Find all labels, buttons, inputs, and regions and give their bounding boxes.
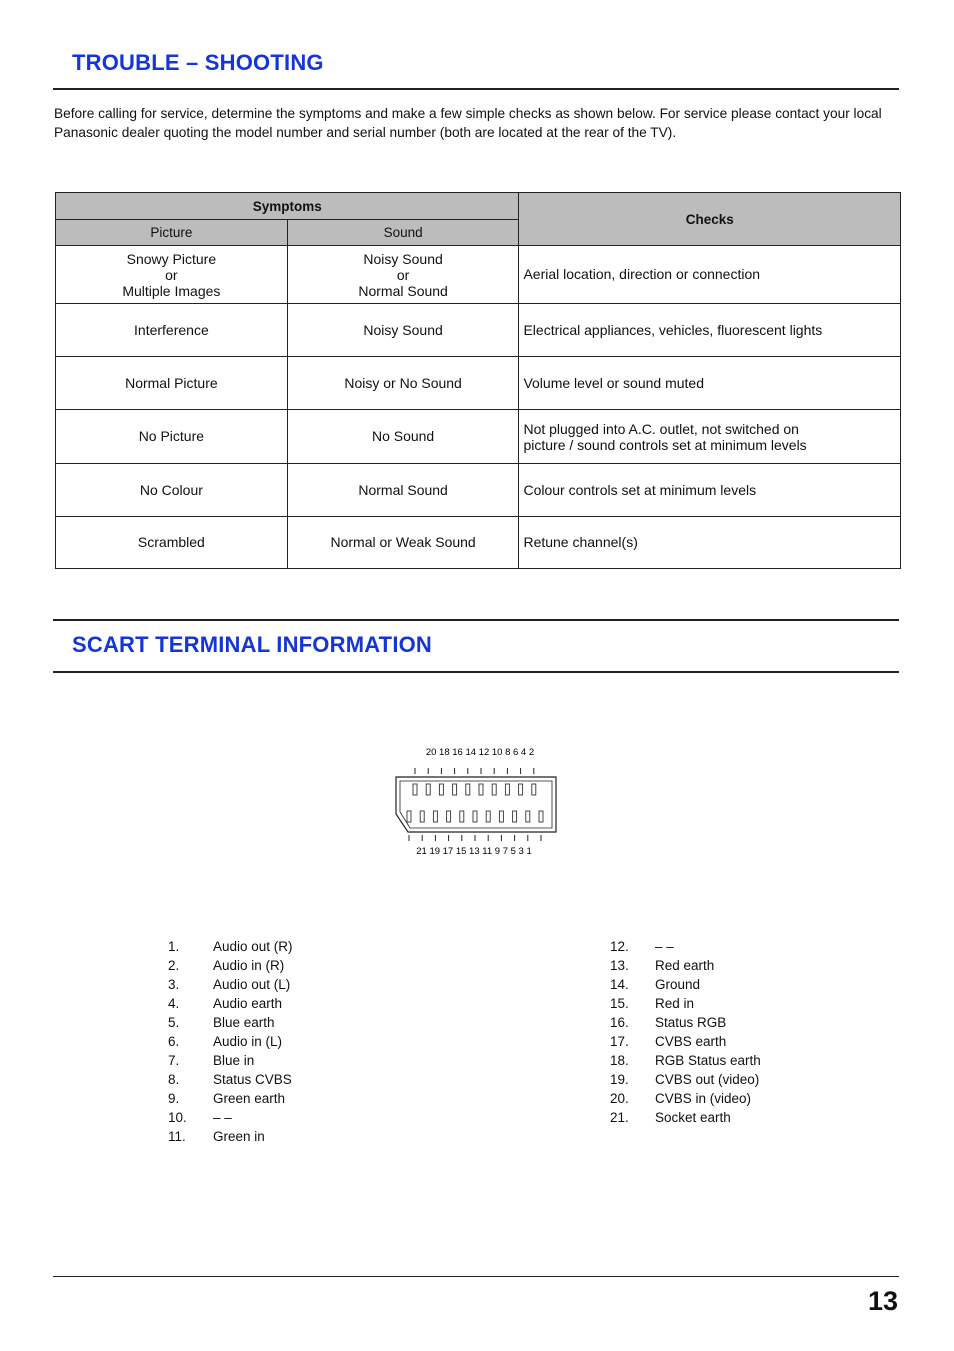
- checks-cell-line: Retune channel(s): [523, 534, 638, 550]
- list-item: [168, 1089, 293, 1108]
- picture-cell-line: No Picture: [138, 428, 205, 444]
- list-item: [610, 994, 761, 1013]
- scart-connector-diagram: [394, 740, 564, 860]
- pin-number: 4.: [168, 996, 180, 1011]
- pin-label: CVBS out (video): [655, 1072, 760, 1087]
- pin-number: 19.: [610, 1072, 629, 1087]
- list-item: [168, 1032, 293, 1051]
- pin-number: 7.: [168, 1053, 180, 1068]
- list-item: [610, 1013, 761, 1032]
- pin-number: 9.: [168, 1091, 180, 1106]
- table-row: [56, 464, 901, 517]
- picture-cell-line: Scrambled: [137, 534, 205, 550]
- top-pin-labels: 20 18 16 14 12 10 8 6 4 2: [425, 747, 535, 758]
- scart-title: SCART TERMINAL INFORMATION: [72, 632, 433, 657]
- picture-cell-line: Interference: [134, 321, 209, 338]
- pin-label: Socket earth: [655, 1110, 731, 1125]
- pin-label: Blue in: [213, 1053, 255, 1068]
- checks-cell: [519, 304, 901, 357]
- pin-label: Ground: [655, 977, 701, 992]
- pin-label: Status RGB: [655, 1015, 727, 1030]
- picture-cell-line: No Colour: [139, 481, 203, 498]
- sound-cell-line: Noisy Sound: [363, 250, 443, 267]
- pin-list-right: [610, 937, 761, 1127]
- picture-cell: [56, 246, 288, 304]
- header-checks: Checks: [519, 193, 901, 246]
- pin-label: Red earth: [655, 958, 715, 973]
- sound-cell: [287, 304, 519, 357]
- sound-cell: [287, 464, 519, 517]
- bottom-pin-labels: 21 19 17 15 13 11 9 7 5 3 1: [416, 846, 532, 857]
- section-rule-top: [53, 619, 899, 621]
- checks-cell-line: Not plugged into A.C. outlet, not switched on: [523, 420, 799, 437]
- intro-text: Before calling for service, determine the symptoms and make a few simple checks as shown below. For service please contact your local Panasonic dealer quoting the model number and serial number (both are located at the rear of the TV).: [54, 106, 882, 140]
- troubleshooting-table: [55, 192, 901, 569]
- pin-label: Audio in (R): [213, 958, 285, 973]
- list-item: [610, 937, 761, 956]
- checks-cell-line: Volume level or sound muted: [523, 374, 705, 391]
- table-row: [56, 517, 901, 569]
- list-item: [168, 1127, 293, 1146]
- pin-label: Audio out (R): [213, 939, 293, 954]
- table-row: [56, 246, 901, 304]
- title-rule: [53, 88, 899, 90]
- checks-cell-line: Aerial location, direction or connection: [523, 266, 761, 282]
- list-item: [168, 1070, 293, 1089]
- picture-cell: [56, 410, 288, 464]
- pin-list-left: [168, 937, 293, 1146]
- sound-cell-line: Normal Sound: [358, 282, 448, 299]
- header-picture: Picture: [56, 220, 288, 246]
- pin-label: Blue earth: [213, 1015, 275, 1030]
- pin-label: CVBS in (video): [655, 1091, 752, 1106]
- section-rule-bottom: [53, 671, 899, 673]
- pin-label: CVBS earth: [655, 1034, 727, 1049]
- pin-label: Green earth: [213, 1091, 286, 1106]
- pin-number: 11.: [168, 1129, 186, 1144]
- list-item: [610, 956, 761, 975]
- list-item: [168, 1108, 293, 1127]
- list-item: [168, 975, 293, 994]
- pin-number: 6.: [168, 1034, 180, 1049]
- pin-number: 8.: [168, 1072, 180, 1087]
- header-symptoms: Symptoms: [56, 193, 519, 220]
- sound-cell: [287, 410, 519, 464]
- checks-cell: [519, 357, 901, 410]
- checks-cell-line: Electrical appliances, vehicles, fluorescent lights: [523, 321, 823, 338]
- pin-number: 13.: [610, 958, 629, 973]
- pin-number: 12.: [610, 939, 629, 954]
- list-item: [610, 975, 761, 994]
- sound-cell-line: Normal or Weak Sound: [330, 534, 476, 550]
- sound-cell-line: No Sound: [371, 428, 435, 444]
- table-row: [56, 357, 901, 410]
- table-row: [56, 410, 901, 464]
- pin-number: 21.: [610, 1110, 629, 1125]
- list-item: [168, 994, 293, 1013]
- pin-label: Audio in (L): [213, 1034, 283, 1049]
- sound-cell: [287, 517, 519, 569]
- list-item: [168, 937, 293, 956]
- picture-cell-line: Snowy Picture: [126, 250, 217, 267]
- checks-cell: [519, 464, 901, 517]
- picture-cell-line: or: [165, 266, 178, 283]
- pin-number: 20.: [610, 1091, 629, 1106]
- pin-number: 15.: [610, 996, 629, 1011]
- pin-number: 2.: [168, 958, 180, 973]
- sound-cell-line: Noisy or No Sound: [344, 374, 462, 391]
- pin-number: 10.: [168, 1110, 187, 1125]
- checks-cell: [519, 517, 901, 569]
- list-item: [610, 1070, 761, 1089]
- picture-cell-line: Normal Picture: [125, 374, 218, 391]
- table-row: [56, 304, 901, 357]
- pin-label: Audio out (L): [213, 977, 291, 992]
- list-item: [610, 1051, 761, 1070]
- pin-number: 1.: [168, 939, 180, 954]
- list-item: [610, 1089, 761, 1108]
- list-item: [168, 1051, 293, 1070]
- list-item: [610, 1108, 761, 1127]
- picture-cell: [56, 357, 288, 410]
- pin-label: RGB Status earth: [655, 1053, 761, 1068]
- sound-cell-line: or: [396, 266, 410, 283]
- picture-cell: [56, 464, 288, 517]
- sound-cell: [287, 246, 519, 304]
- picture-cell-line: Multiple Images: [122, 282, 221, 299]
- pin-number: 5.: [168, 1015, 180, 1030]
- list-item: [168, 1013, 293, 1032]
- sound-cell-line: Noisy Sound: [363, 321, 443, 338]
- checks-cell: [519, 410, 901, 464]
- checks-cell-line: Colour controls set at minimum levels: [523, 481, 757, 498]
- list-item: [610, 1032, 761, 1051]
- picture-cell: [56, 304, 288, 357]
- sound-cell: [287, 357, 519, 410]
- table-body: [56, 246, 901, 569]
- pin-number: 16.: [610, 1015, 629, 1030]
- checks-cell-line: picture / sound controls set at minimum levels: [523, 436, 807, 453]
- pin-number: 3.: [168, 977, 180, 992]
- pin-label: Green in: [213, 1129, 265, 1144]
- pin-label: Status CVBS: [213, 1072, 292, 1087]
- picture-cell: [56, 517, 288, 569]
- header-sound: Sound: [287, 220, 519, 246]
- page-number: 13: [867, 1286, 898, 1316]
- footer-rule: [53, 1276, 899, 1277]
- pin-label: Red in: [655, 996, 695, 1011]
- pin-number: 14.: [610, 977, 629, 992]
- sound-cell-line: Normal Sound: [358, 481, 448, 498]
- scart-connector-icon: [394, 740, 564, 860]
- list-item: [168, 956, 293, 975]
- pin-label: – –: [213, 1110, 232, 1125]
- troubleshooting-title: TROUBLE – SHOOTING: [72, 50, 324, 75]
- pin-number: 18.: [610, 1053, 629, 1068]
- pin-label: – –: [655, 939, 674, 954]
- pin-number: 17.: [610, 1034, 629, 1049]
- checks-cell: [519, 246, 901, 304]
- pin-label: Audio earth: [213, 996, 283, 1011]
